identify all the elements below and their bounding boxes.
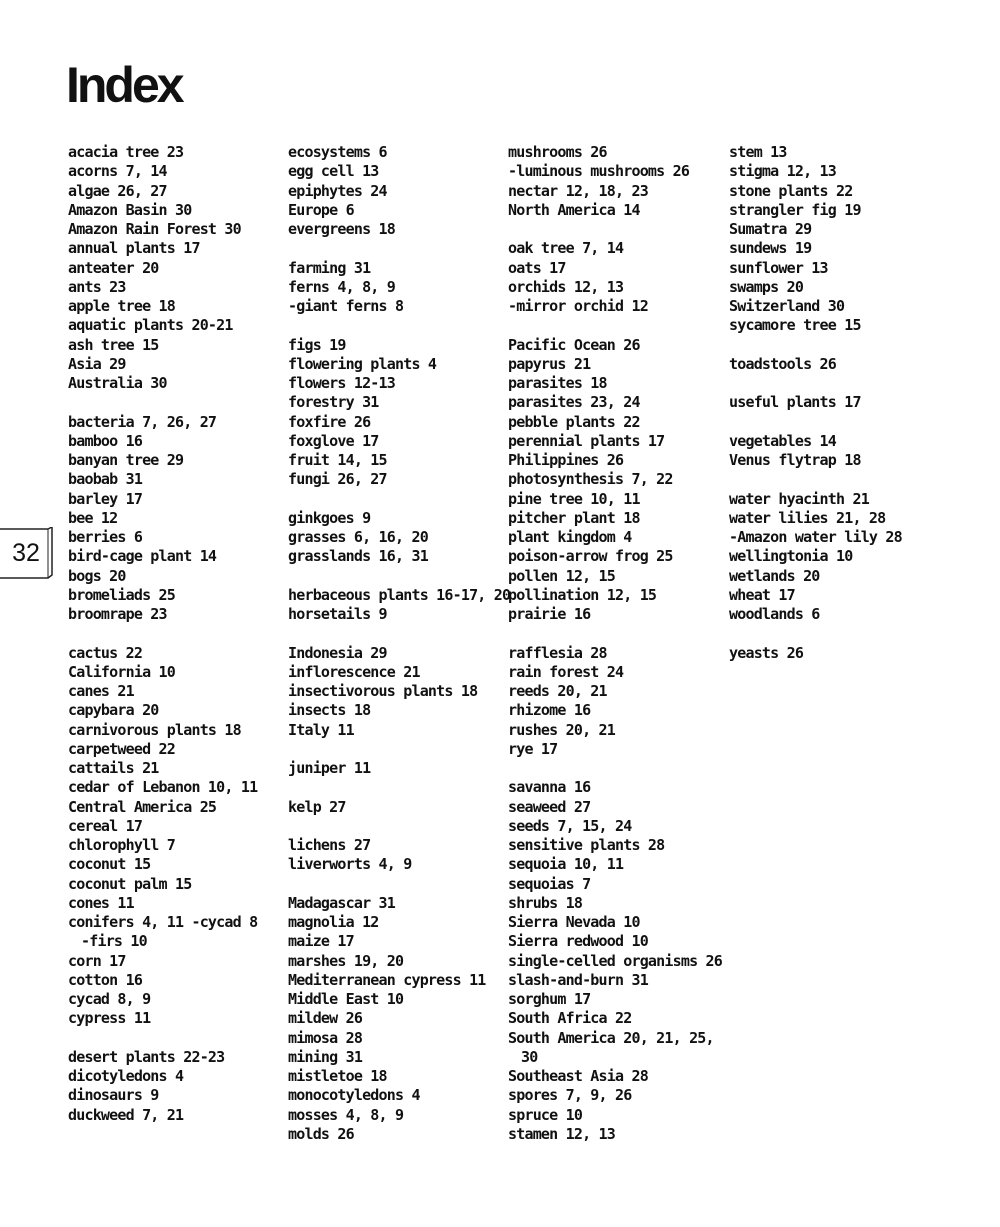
index-entry: Italy 11: [288, 720, 354, 739]
index-entry: bamboo 16: [68, 431, 143, 450]
index-entry: woodlands 6: [729, 605, 820, 623]
index-entry: sensitive plants 28: [508, 836, 665, 854]
index-entry: oak tree 7, 14: [508, 239, 624, 258]
index-entry: South Africa 22: [508, 1009, 632, 1028]
index-entry: acorns 7, 14: [68, 162, 167, 181]
index-entry: ash tree 15: [68, 335, 159, 354]
index-entry: mistletoe 18: [288, 1067, 387, 1085]
index-entry: cereal 17: [68, 816, 143, 835]
index-entry: rushes 20, 21: [508, 720, 616, 739]
index-entry: carpetweed 22: [68, 739, 176, 758]
index-entry: maize 17: [288, 932, 354, 951]
index-entry: baobab 31: [68, 470, 143, 489]
index-entry: papyrus 21: [508, 354, 591, 373]
index-spacer: [729, 336, 939, 355]
index-entry: Mediterranean cypress 11: [288, 970, 486, 989]
index-entry: broomrape 23: [68, 605, 167, 623]
index-entry: South America 20, 21, 25,: [508, 1028, 714, 1047]
index-entry: cedar of Lebanon 10, 11: [68, 778, 258, 797]
index-entry: pollination 12, 15: [508, 585, 657, 604]
index-entry: evergreens 18: [288, 220, 396, 238]
index-entry: dinosaurs 9: [68, 1086, 159, 1105]
index-entry: Middle East 10: [288, 990, 404, 1008]
index-spacer: [729, 374, 939, 393]
index-entry: conifers 4, 11 -cycad 8: [68, 913, 258, 931]
index-entry: pine tree 10, 11: [508, 489, 640, 508]
index-spacer: [729, 413, 939, 432]
index-entry: stamen 12, 13: [508, 1124, 616, 1143]
page-title: Index: [66, 57, 182, 113]
index-entry: lichens 27: [288, 836, 371, 854]
index-entry: forestry 31: [288, 393, 379, 412]
index-entry: foxglove 17: [288, 431, 379, 450]
index-entry: flowering plants 4: [288, 354, 437, 373]
index-entry: sequoia 10, 11: [508, 855, 624, 874]
index-entry: toadstools 26: [729, 354, 837, 373]
index-entry: mushrooms 26: [508, 143, 607, 161]
index-entry: bee 12: [68, 508, 118, 527]
index-entry: desert plants 22-23: [68, 1047, 225, 1066]
index-entry: sunflower 13: [729, 258, 828, 277]
index-entry: water lilies 21, 28: [729, 508, 886, 527]
index-entry: grasses 6, 16, 20: [288, 528, 428, 546]
index-entry: sycamore tree 15: [729, 316, 861, 335]
index-entry: strangler fig 19: [729, 200, 861, 219]
index-entry: sundews 19: [729, 239, 812, 258]
index-entry: anteater 20: [68, 258, 159, 277]
index-entry: stem 13: [729, 143, 787, 161]
index-entry: figs 19: [288, 335, 346, 354]
index-entry: California 10: [68, 662, 176, 681]
index-entry: mildew 26: [288, 1009, 363, 1028]
index-entry: fungi 26, 27: [288, 470, 387, 489]
index-spacer: [68, 393, 278, 412]
index-entry: Pacific Ocean 26: [508, 335, 640, 354]
index-entry: rafflesia 28: [508, 643, 607, 662]
index-column-2: [288, 143, 511, 1144]
index-entry: algae 26, 27: [68, 181, 167, 200]
index-entry: perennial plants 17: [508, 431, 665, 450]
index-entry: Southeast Asia 28: [508, 1067, 648, 1085]
index-entry: apple tree 18: [68, 297, 176, 315]
index-entry: horsetails 9: [288, 605, 387, 623]
index-entry: -giant ferns 8: [288, 297, 404, 315]
index-entry: inflorescence 21: [288, 662, 420, 681]
index-spacer: [508, 220, 718, 239]
index-entry: slash-and-burn 31: [508, 970, 648, 989]
index-spacer: [508, 316, 718, 335]
index-entry: mosses 4, 8, 9: [288, 1105, 404, 1124]
index-entry: dicotyledons 4: [68, 1067, 184, 1085]
index-entry: banyan tree 29: [68, 451, 184, 469]
index-entry: bromeliads 25: [68, 585, 176, 604]
index-entry: sequoias 7: [508, 874, 591, 893]
index-entry: bogs 20: [68, 566, 126, 585]
index-entry: Switzerland 30: [729, 297, 845, 315]
index-spacer: [288, 740, 498, 759]
index-spacer: [288, 316, 498, 335]
index-entry: ecosystems 6: [288, 143, 387, 161]
index-entry: Indonesia 29: [288, 643, 387, 662]
index-entry: bacteria 7, 26, 27: [68, 412, 217, 431]
index-entry: cactus 22: [68, 643, 143, 662]
index-spacer: [288, 778, 498, 797]
index-entry: stigma 12, 13: [729, 162, 837, 181]
index-entry: yeasts 26: [729, 643, 804, 662]
page-number: 32: [12, 539, 40, 567]
index-entry: -firs 10: [81, 932, 147, 951]
index-entry: plant kingdom 4: [508, 528, 632, 546]
index-entry: pebble plants 22: [508, 412, 640, 431]
index-spacer: [508, 624, 718, 643]
index-entry: ferns 4, 8, 9: [288, 277, 396, 296]
index-entry: acacia tree 23: [68, 143, 184, 161]
index-entry: annual plants 17: [68, 239, 200, 258]
index-entry: flowers 12-13: [288, 374, 396, 392]
index-entry: Madagascar 31: [288, 893, 396, 912]
index-entry: 30: [521, 1047, 538, 1066]
index-entry: wheat 17: [729, 585, 795, 604]
index-entry: barley 17: [68, 489, 143, 508]
index-entry: marshes 19, 20: [288, 951, 404, 970]
index-entry: oats 17: [508, 258, 566, 277]
index-entry: wetlands 20: [729, 566, 820, 585]
index-entry: egg cell 13: [288, 162, 379, 181]
index-entry: orchids 12, 13: [508, 277, 624, 296]
index-entry: parasites 18: [508, 374, 607, 392]
index-entry: coconut palm 15: [68, 874, 192, 893]
index-entry: cypress 11: [68, 1009, 151, 1028]
index-entry: rhizome 16: [508, 701, 591, 720]
index-spacer: [288, 490, 498, 509]
index-entry: ants 23: [68, 277, 126, 296]
index-entry: farming 31: [288, 258, 371, 277]
index-entry: foxfire 26: [288, 412, 371, 431]
index-entry: -mirror orchid 12: [508, 297, 648, 315]
index-entry: sorghum 17: [508, 990, 591, 1008]
index-spacer: [288, 567, 498, 586]
index-entry: liverworts 4, 9: [288, 855, 412, 874]
index-entry: chlorophyll 7: [68, 836, 176, 854]
index-entry: mining 31: [288, 1047, 363, 1066]
index-entry: Asia 29: [68, 354, 126, 373]
index-spacer: [288, 624, 498, 643]
index-entry: aquatic plants 20-21: [68, 316, 233, 335]
index-entry: grasslands 16, 31: [288, 547, 428, 566]
index-entry: cycad 8, 9: [68, 990, 151, 1008]
index-spacer: [68, 624, 278, 643]
index-entry: Amazon Basin 30: [68, 200, 192, 219]
index-entry: Central America 25: [68, 797, 217, 816]
index-entry: Europe 6: [288, 200, 354, 219]
index-entry: herbaceous plants 16-17, 20: [288, 585, 511, 604]
index-entry: pitcher plant 18: [508, 508, 640, 527]
index-entry: single-celled organisms 26: [508, 951, 723, 970]
index-spacer: [288, 875, 498, 894]
index-spacer: [729, 470, 939, 489]
index-spacer: [68, 1029, 278, 1048]
index-entry: stone plants 22: [729, 181, 853, 200]
index-spacer: [288, 817, 498, 836]
index-entry: -luminous mushrooms 26: [508, 162, 690, 181]
index-entry: photosynthesis 7, 22: [508, 470, 673, 489]
index-spacer: [729, 624, 939, 643]
index-spacer: [288, 239, 498, 258]
index-entry: wellingtonia 10: [729, 547, 853, 566]
index-entry: savanna 16: [508, 778, 591, 797]
index-entry: canes 21: [68, 682, 134, 700]
index-entry: nectar 12, 18, 23: [508, 181, 648, 200]
index-entry: monocotyledons 4: [288, 1086, 420, 1105]
index-entry: capybara 20: [68, 701, 159, 720]
index-entry: insects 18: [288, 701, 371, 720]
index-entry: ginkgoes 9: [288, 508, 371, 527]
index-entry: shrubs 18: [508, 893, 583, 912]
index-entry: North America 14: [508, 200, 640, 219]
index-entry: magnolia 12: [288, 913, 379, 931]
index-entry: rain forest 24: [508, 662, 624, 681]
index-entry: spruce 10: [508, 1105, 583, 1124]
index-entry: seaweed 27: [508, 797, 591, 816]
index-entry: duckweed 7, 21: [68, 1105, 184, 1124]
index-column-3: [508, 143, 723, 1144]
index-entry: cattails 21: [68, 759, 159, 777]
index-entry: -Amazon water lily 28: [729, 528, 902, 546]
index-entry: carnivorous plants 18: [68, 720, 241, 739]
index-entry: vegetables 14: [729, 431, 837, 450]
index-entry: insectivorous plants 18: [288, 682, 478, 700]
index-entry: reeds 20, 21: [508, 682, 607, 700]
index-entry: Venus flytrap 18: [729, 451, 861, 469]
page-number-tab: [0, 527, 54, 579]
index-entry: Amazon Rain Forest 30: [68, 220, 241, 238]
index-entry: berries 6: [68, 528, 143, 546]
index-entry: Sierra Nevada 10: [508, 913, 640, 931]
index-entry: kelp 27: [288, 797, 346, 816]
index-entry: prairie 16: [508, 605, 591, 623]
index-entry: coconut 15: [68, 855, 151, 874]
index-entry: epiphytes 24: [288, 181, 387, 200]
index-entry: Sumatra 29: [729, 220, 812, 238]
index-entry: corn 17: [68, 951, 126, 970]
index-entry: molds 26: [288, 1124, 354, 1143]
index-entry: seeds 7, 15, 24: [508, 816, 632, 835]
index-entry: fruit 14, 15: [288, 451, 387, 469]
index-entry: cones 11: [68, 893, 134, 912]
index-column-1: [68, 143, 278, 1125]
index-entry: useful plants 17: [729, 393, 861, 412]
index-entry: juniper 11: [288, 759, 371, 777]
index-entry: spores 7, 9, 26: [508, 1086, 632, 1105]
index-entry: rye 17: [508, 739, 558, 758]
index-spacer: [508, 759, 718, 778]
index-entry: pollen 12, 15: [508, 566, 616, 585]
index-entry: Sierra redwood 10: [508, 932, 648, 951]
index-entry: Australia 30: [68, 374, 167, 392]
index-entry: poison-arrow frog 25: [508, 547, 673, 566]
index-entry: cotton 16: [68, 970, 143, 989]
index-entry: Philippines 26: [508, 451, 624, 469]
index-entry: water hyacinth 21: [729, 489, 869, 508]
index-entry: bird-cage plant 14: [68, 547, 217, 566]
index-entry: parasites 23, 24: [508, 393, 640, 412]
index-entry: mimosa 28: [288, 1028, 363, 1047]
index-entry: swamps 20: [729, 277, 804, 296]
index-column-4: [729, 143, 939, 663]
